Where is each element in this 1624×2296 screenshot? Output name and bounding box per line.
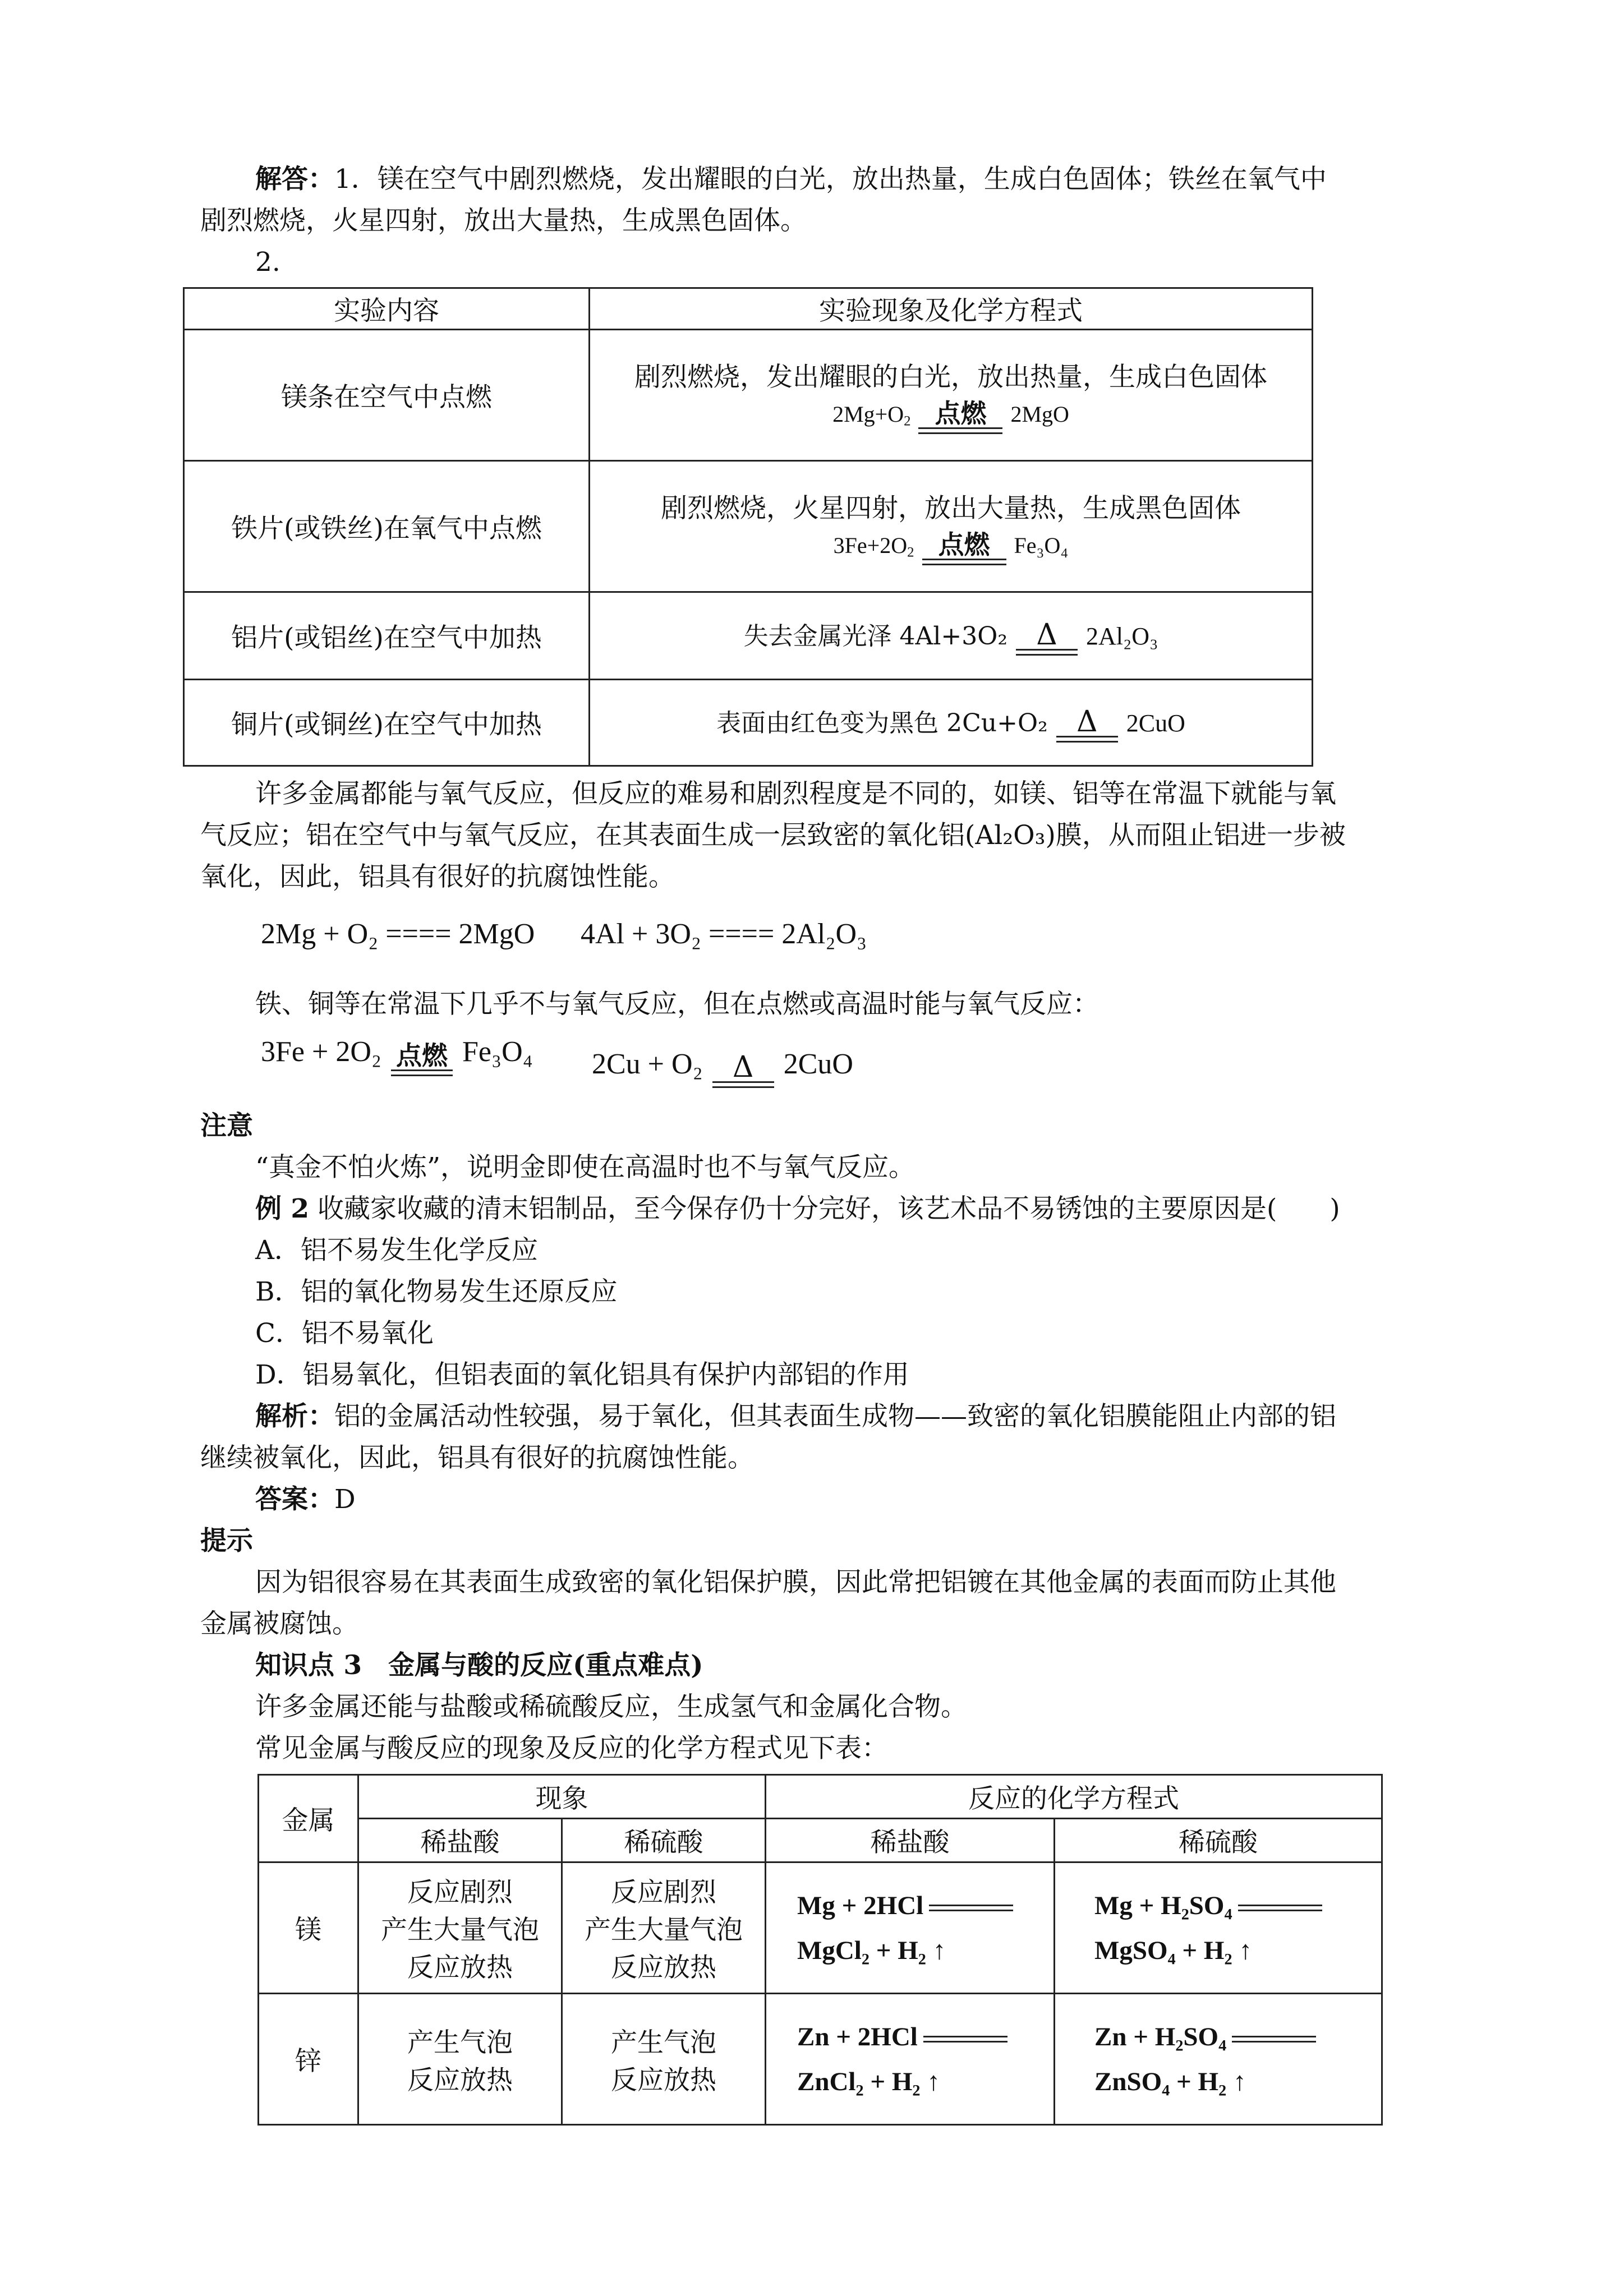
header-phenomenon: 现象 (358, 1775, 766, 1819)
table1-row2-phenomenon: 剧烈燃烧，火星四射，放出大量热，生成黑色固体 (661, 493, 1241, 524)
delta-label: Δ (1076, 705, 1098, 739)
condition-label: 点燃 (935, 398, 987, 428)
answer-label: 解答： (255, 164, 334, 195)
answer-para-line1 (255, 159, 1327, 200)
header-eq-h2so4: 稀硫酸 (1055, 1819, 1382, 1862)
header-h2so4: 稀硫酸 (562, 1819, 766, 1862)
table1-row2-equation: $3Fe+2O_2$ 点燃 Fe₃O₄ (834, 531, 1069, 565)
option-a: A．铝不易发生化学反应 (255, 1235, 538, 1266)
equation-mg-o2: 2Mg + O₂ ==== 2MgO (261, 918, 535, 950)
mg-h2so4-equation: Mg + H₂SO₄ MgSO₄ + H₂ ↑ (1055, 1862, 1382, 1994)
table-row: 镁 反应剧烈 产生大量气泡 反应放热 反应剧烈 产生大量气泡 反应放热 Mg + 2HCl MgCl₂ + H₂ ↑ Mg + H₂SO₄ MgSO₄ + H₂ ↑ (259, 1862, 1382, 1994)
answer-line: 答案：D (255, 1484, 356, 1515)
zn-h2so4-equation: Zn + H₂SO₄ ZnSO₄ + H₂ ↑ (1055, 1994, 1382, 2125)
table1-row4-content: 铜片(或铜丝)在空气中加热 (184, 680, 590, 766)
equation-cu-o2: 2Cu + O₂ Δ 2CuO (592, 1044, 853, 1088)
hint-line1: 因为铝很容易在其表面生成致密的氧化铝保护膜，因此常把铝镀在其他金属的表面而防止其他 (255, 1567, 1336, 1598)
answer-para-line2: 剧烈燃烧，火星四射，放出大量热，生成黑色固体。 (200, 205, 807, 236)
double-line (391, 1069, 453, 1076)
metal-zn: 锌 (259, 1994, 358, 2125)
answer-text: 1．镁在空气中剧烈燃烧，发出耀眼的白光，放出热量，生成白色固体；铁丝在氧气中 (334, 164, 1327, 195)
fe-cu-para: 铁、铜等在常温下几乎不与氧气反应，但在点燃或高温时能与氧气反应： (255, 989, 1099, 1020)
metals-para-line3: 氧化，因此，铝具有很好的抗腐蚀性能。 (200, 861, 675, 892)
option-b: B．铝的氧化物易发生还原反应 (255, 1276, 618, 1307)
hint-title: 提示 (200, 1525, 253, 1556)
knowledge3-line1: 许多金属还能与盐酸或稀硫酸反应，生成氢气和金属化合物。 (255, 1691, 967, 1722)
double-line (918, 427, 1002, 434)
option-d: D．铝易氧化，但铝表面的氧化铝具有保护内部铝的作用 (255, 1359, 909, 1390)
double-line (1016, 649, 1078, 656)
header-hcl: 稀盐酸 (358, 1819, 562, 1862)
acid-reaction-table (257, 1774, 1383, 2126)
equation-fe-o2: 3Fe + 2O₂ 点燃 Fe₃O₄ (261, 1032, 533, 1076)
analysis-line2: 继续被氧化，因此，铝具有很好的抗腐蚀性能。 (200, 1442, 754, 1473)
condition-label: 点燃 (938, 529, 990, 560)
zn-hcl-equation: Zn + 2HCl ZnCl₂ + H₂ ↑ (766, 1994, 1055, 2125)
table-row (184, 680, 1313, 766)
table1-row1-phenomenon: 剧烈燃烧，发出耀眼的白光，放出热量，生成白色固体 (634, 362, 1267, 393)
table1-header-phenomenon: 实验现象及化学方程式 (590, 288, 1313, 330)
header-equation: 反应的化学方程式 (766, 1775, 1382, 1819)
double-line (712, 1081, 774, 1088)
table1-header-content: 实验内容 (184, 288, 590, 330)
table1-row1-equation: $2Mg+O_2$ 点燃 2MgO (832, 399, 1069, 434)
delta-label: Δ (1036, 618, 1057, 652)
condition-label: 点燃 (396, 1040, 448, 1071)
double-line (922, 559, 1006, 565)
metals-para-line1: 许多金属都能与氧气反应，但反应的难易和剧烈程度是不同的，如镁、铝等在常温下就能与氧 (255, 778, 1336, 809)
option-c: C．铝不易氧化 (255, 1318, 434, 1349)
example2-label: 例 2 (255, 1193, 310, 1224)
analysis-line1: 解析：铝的金属活动性较强，易于氧化，但其表面生成物——致密的氧化铝膜能阻止内部的铝 (255, 1401, 1336, 1432)
metal-mg: 镁 (259, 1862, 358, 1994)
note-text: “真金不怕火炼”，说明金即使在高温时也不与氧气反应。 (255, 1152, 915, 1183)
table1-row2-content: 铁片(或铁丝)在氧气中点燃 (184, 461, 590, 592)
table1-row3-equation: 失去金属光泽 4Al+3O₂ Δ 2Al₂O₃ (590, 616, 1312, 656)
hint-line2: 金属被腐蚀。 (200, 1608, 358, 1639)
table1-row3-content: 铝片(或铝丝)在空气中加热 (184, 592, 590, 680)
experiment-table (183, 287, 1313, 767)
answer-label-2: 答案： (255, 1484, 334, 1515)
table1-row4-equation: 表面由红色变为黑色 2Cu+O₂ Δ 2CuO (590, 703, 1312, 743)
knowledge3-title: 知识点 3 金属与酸的反应(重点难点) (255, 1650, 703, 1681)
double-line (1056, 736, 1118, 743)
note-title: 注意 (200, 1110, 253, 1141)
table-row (184, 461, 1313, 592)
table-row (184, 330, 1313, 461)
table-row (184, 592, 1313, 680)
example2-question: 例 2 收藏家收藏的清末铝制品，至今保存仍十分完好，该艺术品不易锈蚀的主要原因是( ) (255, 1193, 1340, 1224)
header-metal: 金属 (259, 1775, 358, 1862)
knowledge3-line2: 常见金属与酸反应的现象及反应的化学方程式见下表： (255, 1733, 888, 1764)
analysis-label: 解析： (255, 1401, 334, 1432)
item-2-label: 2. (255, 247, 280, 278)
metals-para-line2: 气反应；铝在空气中与氧气反应，在其表面生成一层致密的氧化铝(Al₂O₃)膜，从而阻止铝进一步被 (200, 820, 1346, 851)
mg-hcl-equation: Mg + 2HCl MgCl₂ + H₂ ↑ (766, 1862, 1055, 1994)
delta-label: Δ (732, 1050, 754, 1084)
header-eq-hcl: 稀盐酸 (766, 1819, 1055, 1862)
equation-al-o2: 4Al + 3O₂ ==== 2Al₂O₃ (581, 918, 867, 950)
table1-row1-content: 镁条在空气中点燃 (184, 330, 590, 461)
table-row: 锌 产生气泡 反应放热 产生气泡 反应放热 Zn + 2HCl ZnCl₂ + H₂ ↑ Zn + H₂SO₄ ZnSO₄ + H₂ ↑ (259, 1994, 1382, 2125)
